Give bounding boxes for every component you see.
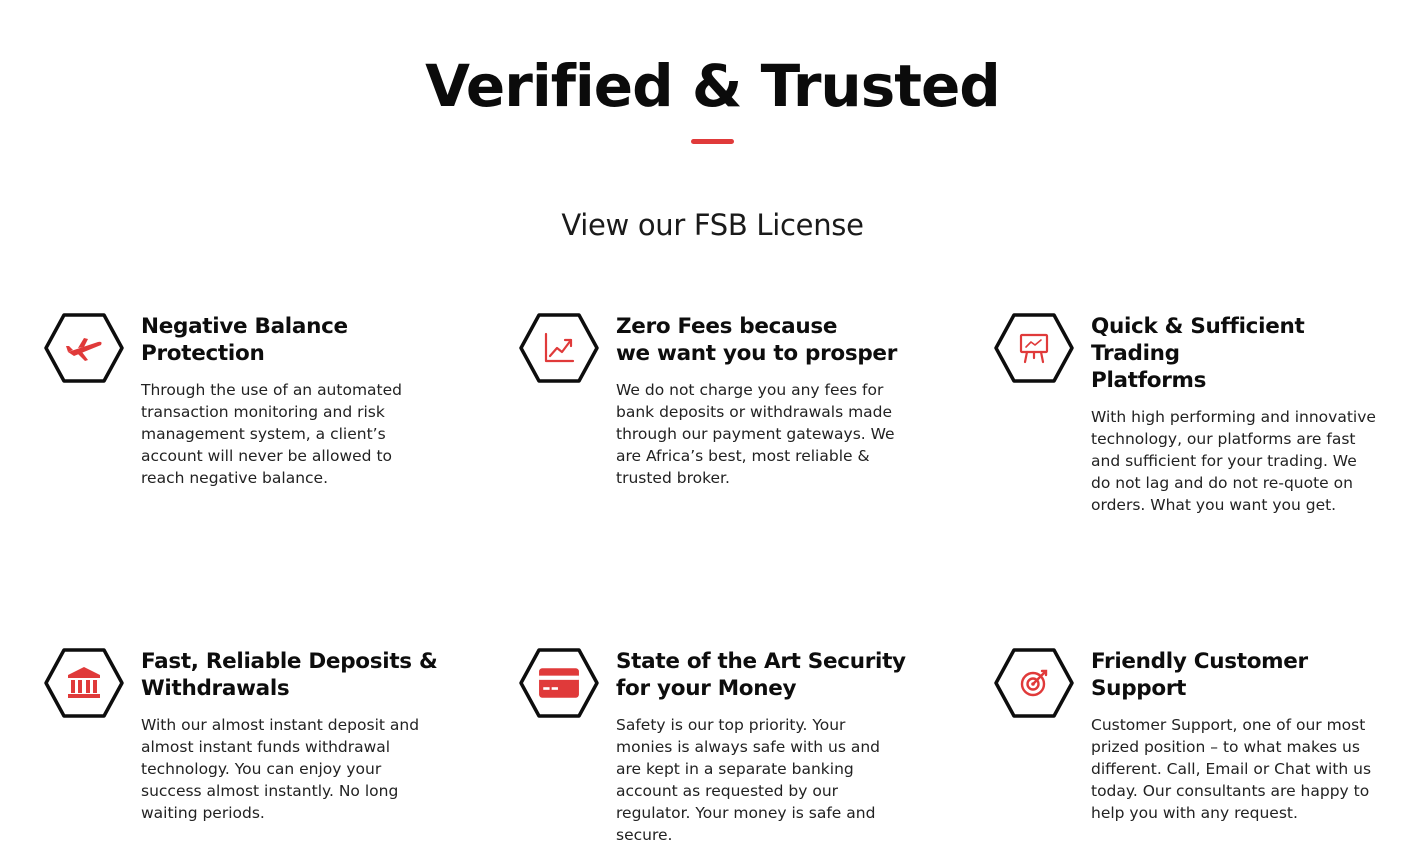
hexagon-badge (44, 313, 124, 383)
airplane-icon (64, 328, 104, 368)
feature-title: Negative Balance Protection (141, 314, 348, 366)
presentation-board-icon (1014, 328, 1054, 368)
hexagon-badge (519, 313, 599, 383)
chart-up-icon (539, 328, 579, 368)
target-icon (1014, 663, 1054, 703)
credit-card-icon (533, 662, 585, 704)
fsb-license-link[interactable]: View our FSB License (561, 208, 864, 242)
hexagon-badge (44, 648, 124, 718)
feature-title: Zero Fees because we want you to prosper (616, 314, 898, 366)
feature-description: With our almost instant deposit and almost instant funds withdrawal technology. You can enjoy your success almost instantly. No long waiting periods. (141, 716, 420, 822)
bank-icon (64, 663, 104, 703)
hexagon-badge (994, 648, 1074, 718)
feature-title: Quick & Sufficient Trading Platforms (1091, 314, 1305, 393)
title-underline (691, 139, 734, 144)
feature-title: Fast, Reliable Deposits & Withdrawals (141, 649, 438, 701)
page-title: Verified & Trusted (425, 52, 1000, 120)
feature-description: Through the use of an automated transaction monitoring and risk management system, a client’s account will never be allowed to reach negative balance. (141, 381, 402, 487)
feature-title: Friendly Customer Support (1091, 649, 1308, 701)
feature-description: We do not charge you any fees for bank deposits or withdrawals made through our payment gateways. We are Africa’s best, most reliable & trusted broker. (616, 381, 895, 487)
feature-description: Customer Support, one of our most prized position – to what makes us different. Call, Email or Chat with us today. Our consultants are happy to help you with any request. (1091, 716, 1372, 822)
feature-title: State of the Art Security for your Money (616, 649, 906, 701)
feature-description: Safety is our top priority. Your monies is always safe with us and are kept in a separate banking account as requested by our regulator. Your money is safe and secure. (616, 716, 881, 844)
hexagon-badge (519, 648, 599, 718)
feature-description: With high performing and innovative technology, our platforms are fast and sufficient for your trading. We do not lag and do not re-quote on orders. What you want you get. (1091, 408, 1376, 514)
hexagon-badge (994, 313, 1074, 383)
